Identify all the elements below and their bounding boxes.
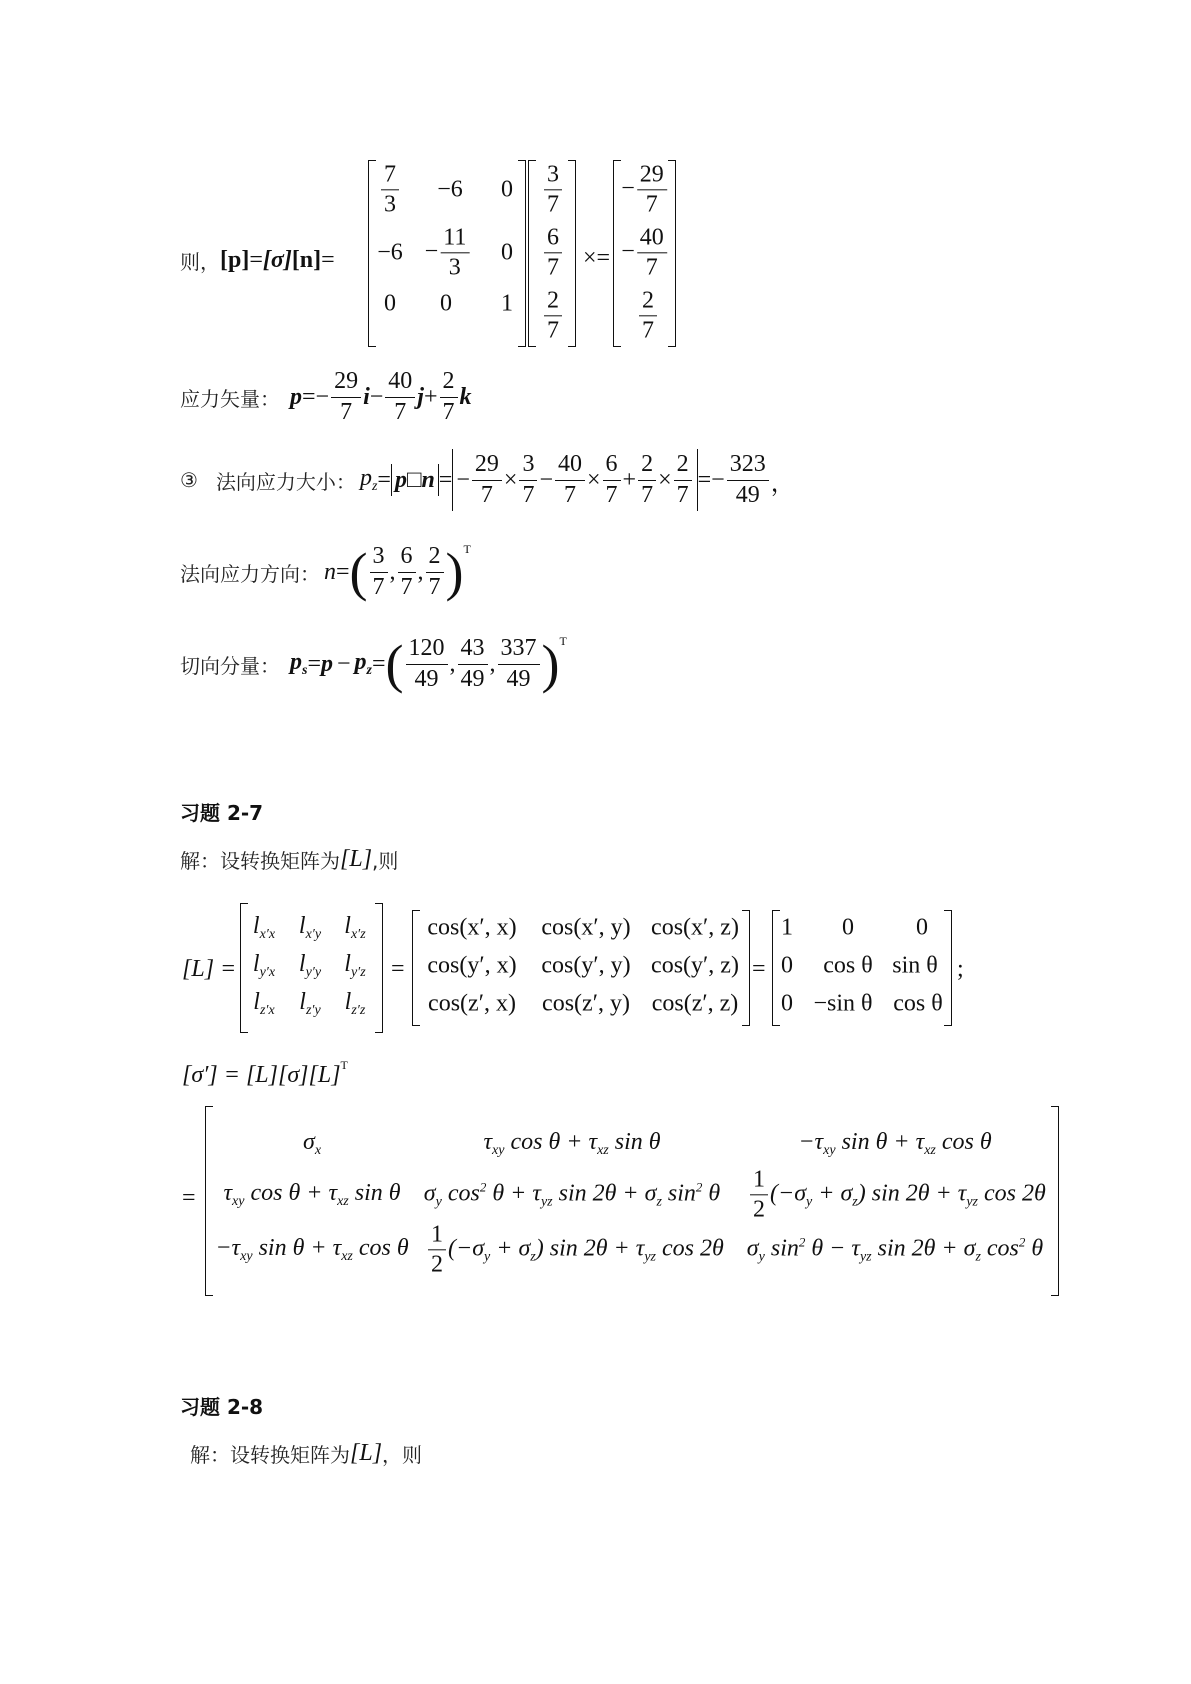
ex27-result-matrix-left-bracket (205, 1106, 213, 1296)
tangential-rparen: ) (541, 634, 560, 694)
stress-vector-j: j (417, 383, 424, 410)
normal-magnitude-abs-expanded: − $\frac{29}{7}$ × $\frac{3}{7}$ − $\frac{40}{7}$ × $\frac{6}{7}$ + $\frac{2}{7}$ × $\frac{2}{7}$ (452, 449, 697, 511)
stress-vector-plus: + (423, 383, 438, 410)
eq1-p: [p] (220, 246, 250, 273)
p-cell-1: − $\frac{29}{7}$ (621, 162, 669, 217)
ex27-l-cell-5: $l_{y'y}$ (298, 951, 322, 980)
normal-magnitude-tail: ， (770, 470, 795, 497)
n-cell-3: $\frac{2}{7}$ (542, 288, 564, 343)
ex27-l-matrix-right-bracket (375, 903, 383, 1033)
normal-magnitude-result: $\frac{323}{49}$ (727, 452, 769, 507)
ex27-heading: 习题 2-7 (180, 800, 264, 825)
stress-vector-frac-3: $\frac{2}{7}$ (440, 369, 458, 424)
sigma-matrix-right-bracket (518, 160, 526, 347)
ex28-intro-tail: ，则 (382, 1442, 423, 1467)
tangential-comp-2: $\frac{43}{49}$ (458, 636, 488, 691)
tangential-label: 切向分量： (180, 653, 280, 678)
tangential-comp-3: $\frac{337}{49}$ (498, 636, 540, 691)
ex27-cos-cell-6: cos(y′, z) (651, 952, 739, 979)
sigma-matrix-left-bracket (368, 160, 376, 347)
ex27-cos-matrix-left-bracket (412, 910, 420, 1026)
ex27-L: [L] (340, 845, 373, 872)
normal-direction-sep-2: , (417, 558, 424, 585)
ex27-result-cell-23: $\frac{1}{2}$ $(-\sigma_y + \sigma_z)$ $\sin 2\theta + \tau_{yz}$ cos 2θ (748, 1167, 1046, 1222)
normal-direction-lparen: ( (349, 542, 368, 602)
eq1-times: ×= (583, 244, 611, 271)
ex28-L: [L] (350, 1439, 383, 1466)
tangential-minus: − (337, 650, 351, 677)
sigma-cell-21: −6 (377, 239, 403, 266)
normal-magnitude-result-prefix: =− (697, 466, 725, 493)
tangential-comp-1: $\frac{120}{49}$ (406, 636, 448, 691)
tangential-p: p (321, 650, 333, 677)
ex27-cos-cell-9: cos(z′, z) (651, 990, 739, 1017)
ex27-cos-matrix-right-bracket (742, 910, 750, 1026)
sigma-cell-13: 0 (501, 176, 513, 203)
n-cell-1: $\frac{3}{7}$ (542, 162, 564, 217)
normal-direction-rparen: ) (445, 542, 464, 602)
ex27-rot-cell-2: 0 (842, 914, 854, 941)
normal-direction-transpose: T (463, 542, 471, 556)
ex27-intro-line (180, 842, 398, 876)
ex27-l-cell-3: $l_{x'z}$ (344, 913, 366, 942)
ex27-cos-cell-4: cos(y′, x) (427, 952, 517, 979)
ex27-intro-tail: ,则 (372, 848, 399, 873)
ex27-l-cell-2: $l_{x'y}$ (298, 913, 322, 942)
ex27-result-cell-13: $-\tau_{xy}$ $\sin \theta + \tau_{xz}$ cos θ (798, 1129, 992, 1158)
n-vector-left-bracket (528, 160, 536, 347)
normal-direction-line (180, 540, 471, 604)
stress-vector-i: i (363, 383, 370, 410)
p-vector-left-bracket (613, 160, 621, 347)
normal-direction-eq: = (336, 558, 350, 585)
sigma-cell-12: −6 (437, 176, 463, 203)
ex27-result-matrix-right-bracket (1051, 1106, 1059, 1296)
normal-magnitude-label: 法向应力大小： (215, 469, 356, 494)
stress-vector-line (180, 368, 472, 425)
ex27-intro: 解：设转换矩阵为 (180, 848, 340, 873)
normal-magnitude-line (180, 448, 795, 512)
sigma-cell-23: 0 (501, 239, 513, 266)
ex27-cos-cell-7: cos(z′, x) (428, 990, 516, 1017)
normal-direction-label: 法向应力方向： (180, 561, 320, 586)
stress-vector-minus: − (369, 383, 384, 410)
eq1-prefix: 则， (180, 249, 220, 274)
ex27-l-cell-4: $l_{y'x}$ (252, 951, 276, 980)
ex27-result-cell-12: $\tau_{xy}$ $\cos \theta + \tau_{xz}$ sin θ (483, 1129, 661, 1158)
ex27-semicolon: ; (957, 955, 964, 982)
tangential-ps: $p_s$ (290, 649, 308, 678)
eq1-eq-b: = (321, 246, 335, 273)
ex27-l-cell-7: $l_{z'x}$ (253, 989, 275, 1018)
ex27-transform-line (182, 1058, 348, 1092)
ex27-cos-cell-1: cos(x′, x) (427, 914, 517, 941)
ex27-l-cell-8: $l_{z'y}$ (299, 989, 321, 1018)
eq1-eq-a: = (249, 246, 263, 273)
normal-magnitude-eq2: = (438, 466, 453, 493)
normal-magnitude-abs-dot: p□n (391, 464, 439, 496)
ex27-rot-cell-3: 0 (916, 914, 928, 941)
eq1-n: [n] (291, 246, 322, 273)
tangential-sep-1: , (449, 650, 456, 677)
ex27-rot-cell-8: −sin θ (813, 990, 873, 1017)
normal-direction-sep-1: , (389, 558, 396, 585)
stress-vector-k: k (459, 383, 472, 410)
normal-direction-comp-3: $\frac{2}{7}$ (426, 544, 444, 599)
sigma-cell-22: − $\frac{11}{3}$ (425, 225, 472, 280)
n-vector-right-bracket (568, 160, 576, 347)
ex27-l-cell-6: $l_{y'z}$ (344, 951, 366, 980)
tangential-eq: = (307, 650, 321, 677)
normal-direction-comp-2: $\frac{6}{7}$ (398, 544, 416, 599)
ex27-eq-2: = (752, 955, 766, 982)
normal-magnitude-pz: $p_z$ (359, 465, 378, 494)
ex27-transform: [σ′] = [L][σ][L] (182, 1061, 341, 1088)
ex27-rot-cell-9: cos θ (893, 990, 943, 1017)
ex27-rot-cell-7: 0 (781, 990, 793, 1017)
ex27-result-cell-32: $\frac{1}{2}$ $(-\sigma_y + \sigma_z)$ $\sin 2\theta + \tau_{yz}$ cos 2θ (426, 1222, 724, 1277)
p-vector-right-bracket (668, 160, 676, 347)
ex27-result-cell-31: $-\tau_{xy}$ $\sin \theta + \tau_{xz}$ cos θ (215, 1235, 409, 1264)
tangential-pz: $p_z$ (354, 649, 372, 678)
normal-direction-comp-1: $\frac{3}{7}$ (370, 544, 388, 599)
stress-vector-p: p (290, 383, 302, 410)
tangential-line (180, 632, 567, 696)
stress-vector-label: 应力矢量： (180, 386, 280, 411)
tangential-eq2: = (372, 650, 386, 677)
ex28-intro-line (190, 1436, 422, 1470)
p-cell-2: − $\frac{40}{7}$ (621, 225, 669, 280)
ex27-rot-cell-4: 0 (781, 952, 793, 979)
ex27-cos-cell-8: cos(z′, y) (542, 990, 630, 1017)
normal-magnitude-marker: ③ (180, 468, 198, 492)
ex27-l-matrix-left-bracket (240, 903, 248, 1033)
ex27-result-cell-21: $\tau_{xy}$ $\cos \theta + \tau_{xz}$ sin θ (223, 1180, 401, 1209)
sigma-cell-32: 0 (440, 290, 452, 317)
sigma-cell-11: $\frac{7}{3}$ (379, 162, 401, 217)
ex27-result-eq: = (182, 1184, 196, 1211)
normal-direction-n: n (324, 558, 336, 585)
ex27-rot-matrix-right-bracket (944, 910, 952, 1026)
ex27-transform-T: T (340, 1058, 348, 1072)
ex27-rot-cell-1: 1 (781, 914, 793, 941)
ex27-result-cell-11: $\sigma_x$ (302, 1129, 322, 1158)
ex27-rot-cell-5: cos θ (823, 952, 873, 979)
ex27-l-cell-1: $l_{x'x}$ (252, 913, 276, 942)
ex28-intro: 解：设转换矩阵为 (190, 1442, 350, 1467)
sigma-cell-33: 1 (501, 290, 513, 317)
ex27-cos-cell-5: cos(y′, y) (541, 952, 631, 979)
eq1-lhs (180, 240, 335, 280)
tangential-lparen: ( (385, 634, 404, 694)
ex27-cos-cell-2: cos(x′, y) (541, 914, 631, 941)
stress-vector-frac-2: $\frac{40}{7}$ (385, 369, 415, 424)
ex27-L-eq-prefix: [L] = (182, 955, 237, 982)
ex27-rot-cell-6: sin θ (892, 952, 938, 979)
stress-vector-eq: =− (302, 383, 330, 410)
n-cell-2: $\frac{6}{7}$ (542, 225, 564, 280)
ex27-rot-matrix-left-bracket (772, 910, 780, 1026)
ex27-eq-1: = (391, 955, 405, 982)
normal-magnitude-eq1: = (377, 466, 391, 493)
p-cell-3: $\frac{2}{7}$ (637, 288, 659, 343)
tangential-transpose: T (559, 634, 567, 648)
stress-vector-frac-1: $\frac{29}{7}$ (331, 369, 361, 424)
eq1-sigma: [σ] (262, 246, 292, 273)
sigma-cell-31: 0 (384, 290, 396, 317)
tangential-sep-2: , (489, 650, 496, 677)
ex27-l-cell-9: $l_{z'z}$ (344, 989, 366, 1018)
ex28-heading: 习题 2-8 (180, 1394, 264, 1419)
ex27-result-cell-22: $\sigma_y$ $\cos^2 \theta + \tau_{yz}$ $\sin 2\theta + \sigma_z$ $\sin^2 \theta$ (423, 1179, 721, 1210)
ex27-cos-cell-3: cos(x′, z) (651, 914, 739, 941)
ex27-result-cell-33: $\sigma_y$ $\sin^2 \theta - \tau_{yz}$ $\sin 2\theta + \sigma_z$ $\cos^2 \theta$ (746, 1234, 1044, 1265)
